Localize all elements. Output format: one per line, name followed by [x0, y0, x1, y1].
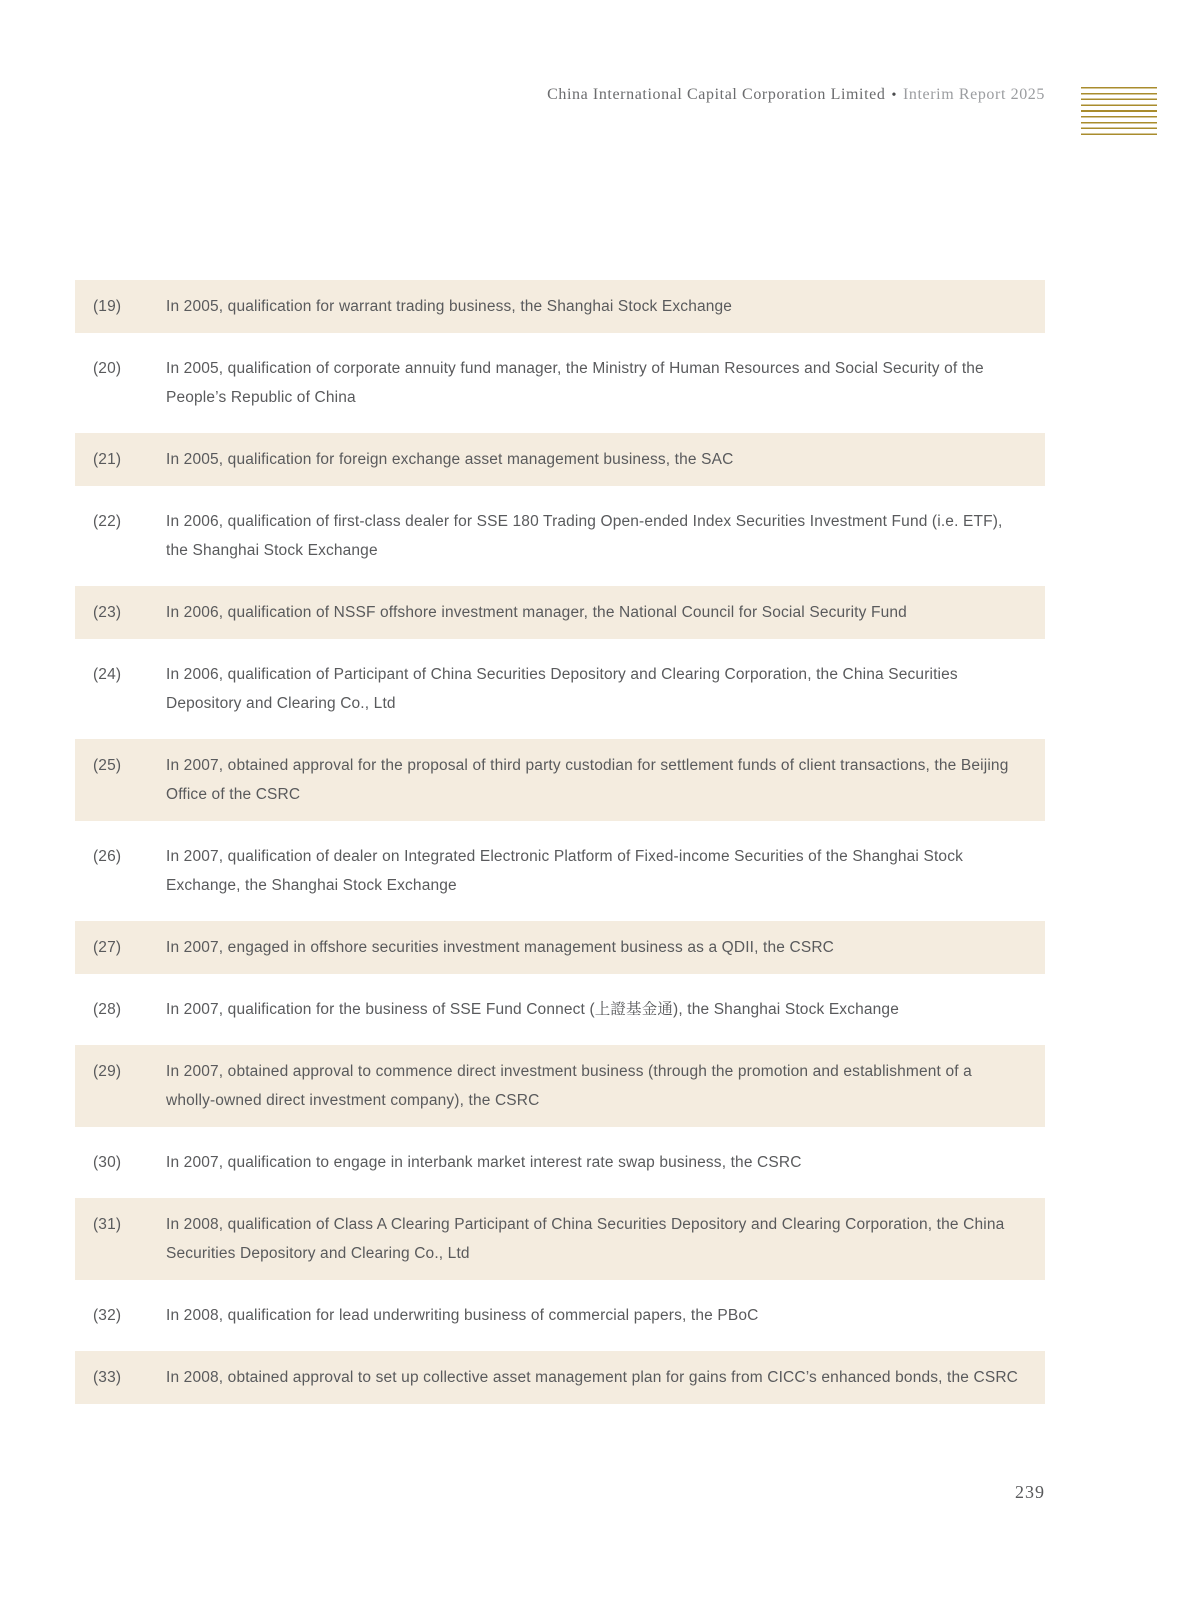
- item-number: (19): [93, 298, 122, 315]
- item-text: In 2006, qualification of Participant of China Securities Depository and Clearing Corporation, the China Securities Depository and Clearing Co., Ltd: [166, 666, 958, 712]
- list-item: [75, 983, 1045, 1036]
- item-text: In 2007, obtained approval to commence direct investment business (through the promotion and establishment of a wholly-owned direct investment company), the CSRC: [166, 1063, 972, 1109]
- header-bullet: •: [891, 88, 897, 103]
- report-title: Interim Report 2025: [902, 86, 1045, 103]
- page-header: [0, 86, 1045, 104]
- item-number: (26): [93, 848, 122, 865]
- item-number: (22): [93, 513, 122, 530]
- item-text: In 2008, qualification of Class A Clearing Participant of China Securities Depository and Clearing Corporation, the China Securities Depository and Clearing Co., Ltd: [166, 1216, 1005, 1262]
- item-text: In 2007, qualification of dealer on Integrated Electronic Platform of Fixed-income Securities of the Shanghai Stock Exchange, the Shanghai Stock Exchange: [166, 848, 963, 894]
- company-name: China International Capital Corporation Limited: [547, 86, 886, 103]
- qualification-list: [75, 280, 1045, 1413]
- item-number: (30): [93, 1154, 122, 1171]
- list-item: [75, 586, 1045, 639]
- item-number: (29): [93, 1063, 122, 1080]
- item-number: (31): [93, 1216, 122, 1233]
- item-text: In 2007, obtained approval for the proposal of third party custodian for settlement funds of client transactions, the Beijing Office of the CSRC: [166, 757, 1009, 803]
- item-text: In 2007, engaged in offshore securities investment management business as a QDII, the CSRC: [166, 939, 835, 956]
- list-item: [75, 433, 1045, 486]
- list-item: [75, 1289, 1045, 1342]
- list-item: [75, 342, 1045, 424]
- item-number: (27): [93, 939, 122, 956]
- item-number: (21): [93, 451, 122, 468]
- item-number: (33): [93, 1369, 122, 1386]
- item-text: In 2008, obtained approval to set up collective asset management plan for gains from CICC’s enhanced bonds, the CSRC: [166, 1369, 1019, 1386]
- item-number: (32): [93, 1307, 122, 1324]
- list-item: [75, 1351, 1045, 1404]
- list-item: [75, 1136, 1045, 1189]
- item-text: In 2006, qualification of NSSF offshore investment manager, the National Council for Social Security Fund: [166, 604, 907, 621]
- list-item: [75, 495, 1045, 577]
- item-number: (20): [93, 360, 122, 377]
- list-item: [75, 280, 1045, 333]
- list-item: [75, 921, 1045, 974]
- page-number: 239: [1015, 1482, 1045, 1502]
- item-number: (25): [93, 757, 122, 774]
- item-text: In 2006, qualification of first-class dealer for SSE 180 Trading Open-ended Index Securities Investment Fund (i.e. ETF), the Shanghai Stock Exchange: [166, 513, 1003, 559]
- decorative-stripes: [1081, 87, 1157, 139]
- item-number: (23): [93, 604, 122, 621]
- item-number: (24): [93, 666, 122, 683]
- list-item: [75, 1198, 1045, 1280]
- list-item: [75, 830, 1045, 912]
- list-item: [75, 739, 1045, 821]
- item-text: In 2005, qualification of corporate annuity fund manager, the Ministry of Human Resources and Social Security of the People’s Republic of China: [166, 360, 984, 406]
- item-text: In 2008, qualification for lead underwriting business of commercial papers, the PBoC: [166, 1307, 759, 1324]
- list-item: [75, 648, 1045, 730]
- list-item: [75, 1045, 1045, 1127]
- item-text: In 2005, qualification for foreign exchange asset management business, the SAC: [166, 451, 734, 468]
- item-number: (28): [93, 1001, 122, 1018]
- item-text: In 2007, qualification to engage in interbank market interest rate swap business, the CSRC: [166, 1154, 802, 1171]
- item-text: In 2007, qualification for the business of SSE Fund Connect (上證基金通), the Shanghai Stock Exchange: [166, 1001, 899, 1018]
- item-text: In 2005, qualification for warrant trading business, the Shanghai Stock Exchange: [166, 298, 733, 315]
